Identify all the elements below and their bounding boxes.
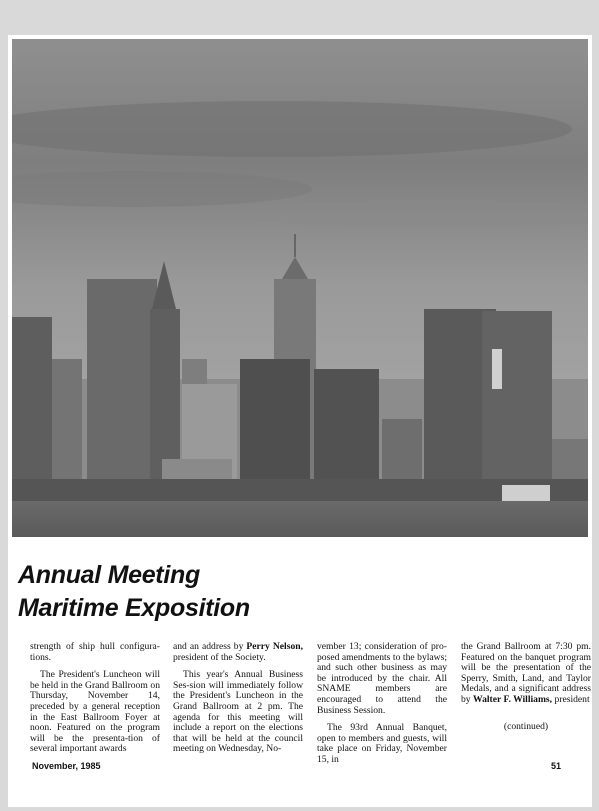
paragraph: The President's Luncheon will be held in the Grand Ballroom on Thursday, November 14, preceded by a general reception in the East Ballroom Foyer at noon. Featured on the program will be the presenta-tion of several important awards xyxy=(30,669,160,755)
page-number: 51 xyxy=(551,761,562,771)
continued-note: (continued) xyxy=(503,720,549,732)
text-run: the Grand Ballroom at 7:30 pm. Featured on the banquet program will be the presentation of the Sperry, Smith, Land, and Taylor Medals, and a significant address by xyxy=(461,641,591,705)
paragraph: vember 13; consideration of pro-posed amendments to the bylaws; and such other business as may be introduced by the chair. All SNAME members are encouraged to attend the Business Session. xyxy=(317,641,447,716)
text-run: president xyxy=(552,693,590,705)
headline-line-1: Annual Meeting xyxy=(18,561,200,589)
text-run: president of the Society. xyxy=(173,651,266,663)
column-3 xyxy=(317,642,447,773)
person-name: Walter F. Williams, xyxy=(473,693,553,705)
paragraph xyxy=(461,642,591,706)
article-body xyxy=(20,641,591,765)
issue-date: November, 1985 xyxy=(32,761,101,771)
magazine-page xyxy=(8,35,592,807)
text-run: and an address by xyxy=(173,641,247,652)
paragraph: The 93rd Annual Banquet, open to members and guests, will take place on Friday, November 15, in xyxy=(317,722,447,765)
column-1 xyxy=(30,642,160,762)
column-2 xyxy=(173,642,303,762)
paragraph: This year's Annual Business Ses-sion will immediately follow the President's Luncheon in the Grand Ballroom at 2 pm. The agenda for this meeting will include a report on the elections that will be held at the council meeting on Wednesday, No- xyxy=(173,669,303,755)
paragraph: strength of ship hull configura-tions. xyxy=(30,641,160,663)
headline-line-2: Maritime Exposition xyxy=(18,594,250,622)
person-name: Perry Nelson, xyxy=(246,641,303,652)
skyline-photo xyxy=(12,39,588,537)
paragraph xyxy=(173,642,303,663)
column-4 xyxy=(461,642,591,739)
